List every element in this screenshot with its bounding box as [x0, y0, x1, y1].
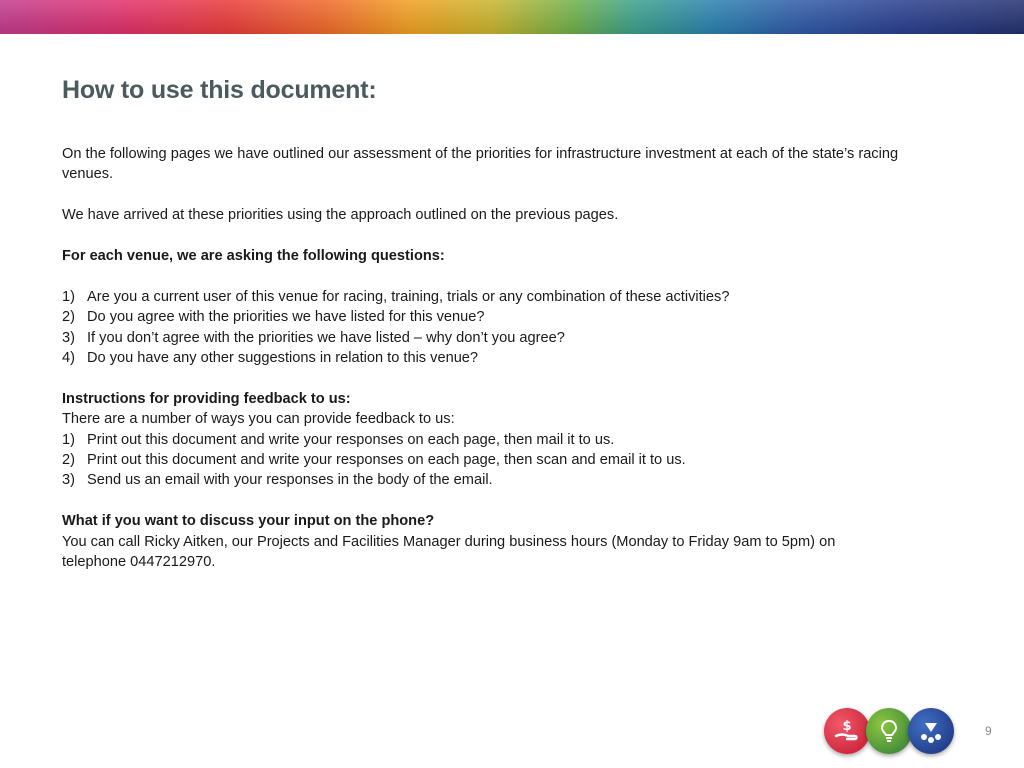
feedback-list — [62, 430, 902, 491]
feedback-intro: There are a number of ways you can provide feedback to us: — [62, 411, 455, 428]
list-item — [62, 328, 902, 348]
phone-heading: What if you want to discuss your input on the phone? — [62, 513, 435, 530]
list-text: Are you a current user of this venue for racing, training, trials or any combination of these activities? — [87, 288, 730, 305]
list-number: 2) — [62, 452, 75, 469]
list-item — [62, 307, 902, 327]
lightbulb-icon — [866, 708, 912, 754]
list-number: 4) — [62, 350, 75, 367]
list-text: Print out this document and write your responses on each page, then scan and email it to us. — [87, 452, 686, 469]
list-item — [62, 430, 902, 450]
list-text: Print out this document and write your responses on each page, then mail it to us. — [87, 431, 615, 448]
page-number: 9 — [985, 724, 992, 738]
list-number: 3) — [62, 472, 75, 489]
header-banner — [0, 0, 1024, 34]
list-number: 1) — [62, 431, 75, 448]
questions-list — [62, 287, 902, 369]
list-text: Send us an email with your responses in the body of the email. — [87, 472, 493, 489]
list-item — [62, 348, 902, 368]
intro-paragraph-1: On the following pages we have outlined our assessment of the priorities for infrastructure investment at each of the state’s racing venues. — [62, 146, 899, 183]
list-number: 1) — [62, 288, 75, 305]
page-title: How to use this document: — [62, 76, 377, 104]
questions-heading: For each venue, we are asking the following questions: — [62, 248, 445, 264]
list-item — [62, 287, 902, 307]
document-body — [62, 144, 902, 572]
feedback-heading: Instructions for providing feedback to us: — [62, 390, 351, 407]
dollar-hand-icon — [824, 708, 870, 754]
intro-paragraph-2: We have arrived at these priorities using the approach outlined on the previous pages. — [62, 207, 619, 224]
list-item — [62, 470, 902, 490]
phone-text: You can call Ricky Aitken, our Projects and Facilities Manager during business hours (Monday to Friday 9am to 5pm) on telephone 0447212970. — [62, 533, 836, 571]
community-icon — [908, 708, 954, 754]
list-text: Do you agree with the priorities we have listed for this venue? — [87, 309, 485, 326]
list-text: If you don’t agree with the priorities we have listed – why don’t you agree? — [87, 329, 565, 346]
list-item — [62, 450, 902, 470]
svg-text:$: $ — [842, 719, 852, 734]
footer-logos — [822, 708, 962, 756]
list-number: 2) — [62, 309, 75, 326]
list-text: Do you have any other suggestions in relation to this venue? — [87, 350, 479, 367]
list-number: 3) — [62, 329, 75, 346]
